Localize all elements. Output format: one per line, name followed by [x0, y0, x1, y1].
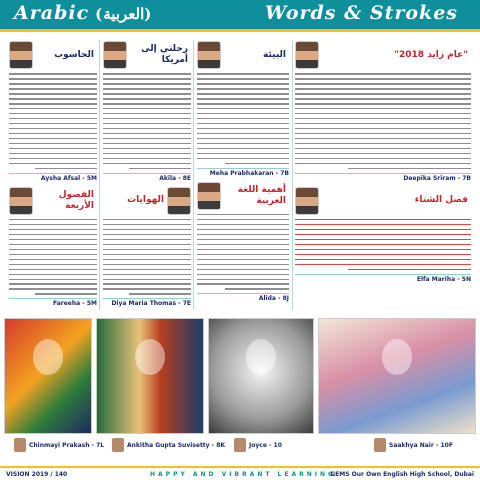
article-four-seasons [6, 184, 100, 310]
school-name: GEMS Our Own English High School, Dubai [330, 471, 474, 478]
article-byline: Deepika Sriram - 7B [295, 173, 471, 182]
page-header [0, 0, 480, 32]
column-4 [292, 38, 474, 315]
section-title-en: Arabic [14, 2, 90, 24]
article-byline: Fareeha - 5M [9, 298, 97, 307]
artist-photo [374, 438, 386, 452]
article-title: الفصول الأربعة [58, 189, 94, 211]
author-photo [103, 41, 127, 69]
section-title-words-strokes: Words & Strokes [265, 2, 458, 24]
article-body [103, 219, 191, 295]
author-photo [197, 182, 221, 210]
footer-tagline: HAPPY AND VIBRANT LEARNING [150, 471, 336, 478]
author-photo [9, 187, 33, 215]
article-title: أهمية اللغة العربية [237, 184, 286, 206]
article-body [295, 73, 471, 169]
article-byline: Alida - 8J [197, 293, 289, 302]
article-body [197, 214, 289, 290]
section-title-arabic [14, 2, 152, 24]
article-title: "عام زايد 2018" [394, 49, 468, 60]
author-photo [167, 187, 191, 215]
artwork-image [96, 318, 204, 434]
author-photo [197, 41, 221, 69]
column-1 [6, 38, 100, 315]
article-year-of-zayed [292, 38, 474, 184]
article-body [9, 219, 97, 295]
artist-photo [112, 438, 124, 452]
article-title: الهوايات [127, 195, 164, 206]
page-number: VISION 2019 / 140 [6, 471, 68, 478]
artist-name: Joyce - 10 [249, 441, 282, 449]
artwork-image [4, 318, 92, 434]
author-photo [295, 187, 319, 215]
article-title: فصل الشتاء [414, 195, 468, 206]
column-2 [100, 38, 194, 315]
author-photo [295, 41, 319, 69]
artwork-caption [112, 438, 225, 452]
column-3 [194, 38, 292, 315]
article-byline: Elfa Mariha - 5N [295, 274, 471, 283]
article-title: الحاسوب [54, 49, 94, 60]
article-trip-america [100, 38, 194, 184]
artwork-caption [374, 438, 453, 452]
article-environment [194, 38, 292, 179]
article-importance-arabic [194, 179, 292, 305]
artist-name: Chinmayi Prakash - 7L [29, 441, 105, 449]
article-body [103, 73, 191, 169]
article-body [295, 219, 471, 270]
artwork-image [318, 318, 476, 434]
article-byline: Aysha Afsal - 5M [9, 173, 97, 182]
article-computer [6, 38, 100, 184]
article-winter [292, 184, 474, 285]
artist-name: Ankitha Gupta Suvisetty - 8K [127, 441, 226, 449]
page-footer [0, 466, 480, 480]
article-title: رحلتي إلى أمريكا [141, 44, 188, 65]
artwork-caption [234, 438, 282, 452]
artwork-caption [14, 438, 104, 452]
artist-name: Saakhya Nair - 10F [389, 441, 453, 449]
article-body [9, 73, 97, 169]
artwork-gallery [4, 318, 476, 460]
section-title-ar: (العربية) [95, 5, 153, 23]
article-byline: Diya Maria Thomas - 7E [103, 298, 191, 307]
artist-photo [14, 438, 26, 452]
article-title: البيئة [263, 49, 286, 60]
article-byline: Meha Prabhakaran - 7B [197, 168, 289, 177]
artist-photo [234, 438, 246, 452]
article-body [197, 73, 289, 164]
article-byline: Akila - 8E [103, 173, 191, 182]
author-photo [9, 41, 33, 69]
artwork-image [208, 318, 314, 434]
article-hobbies [100, 184, 194, 310]
